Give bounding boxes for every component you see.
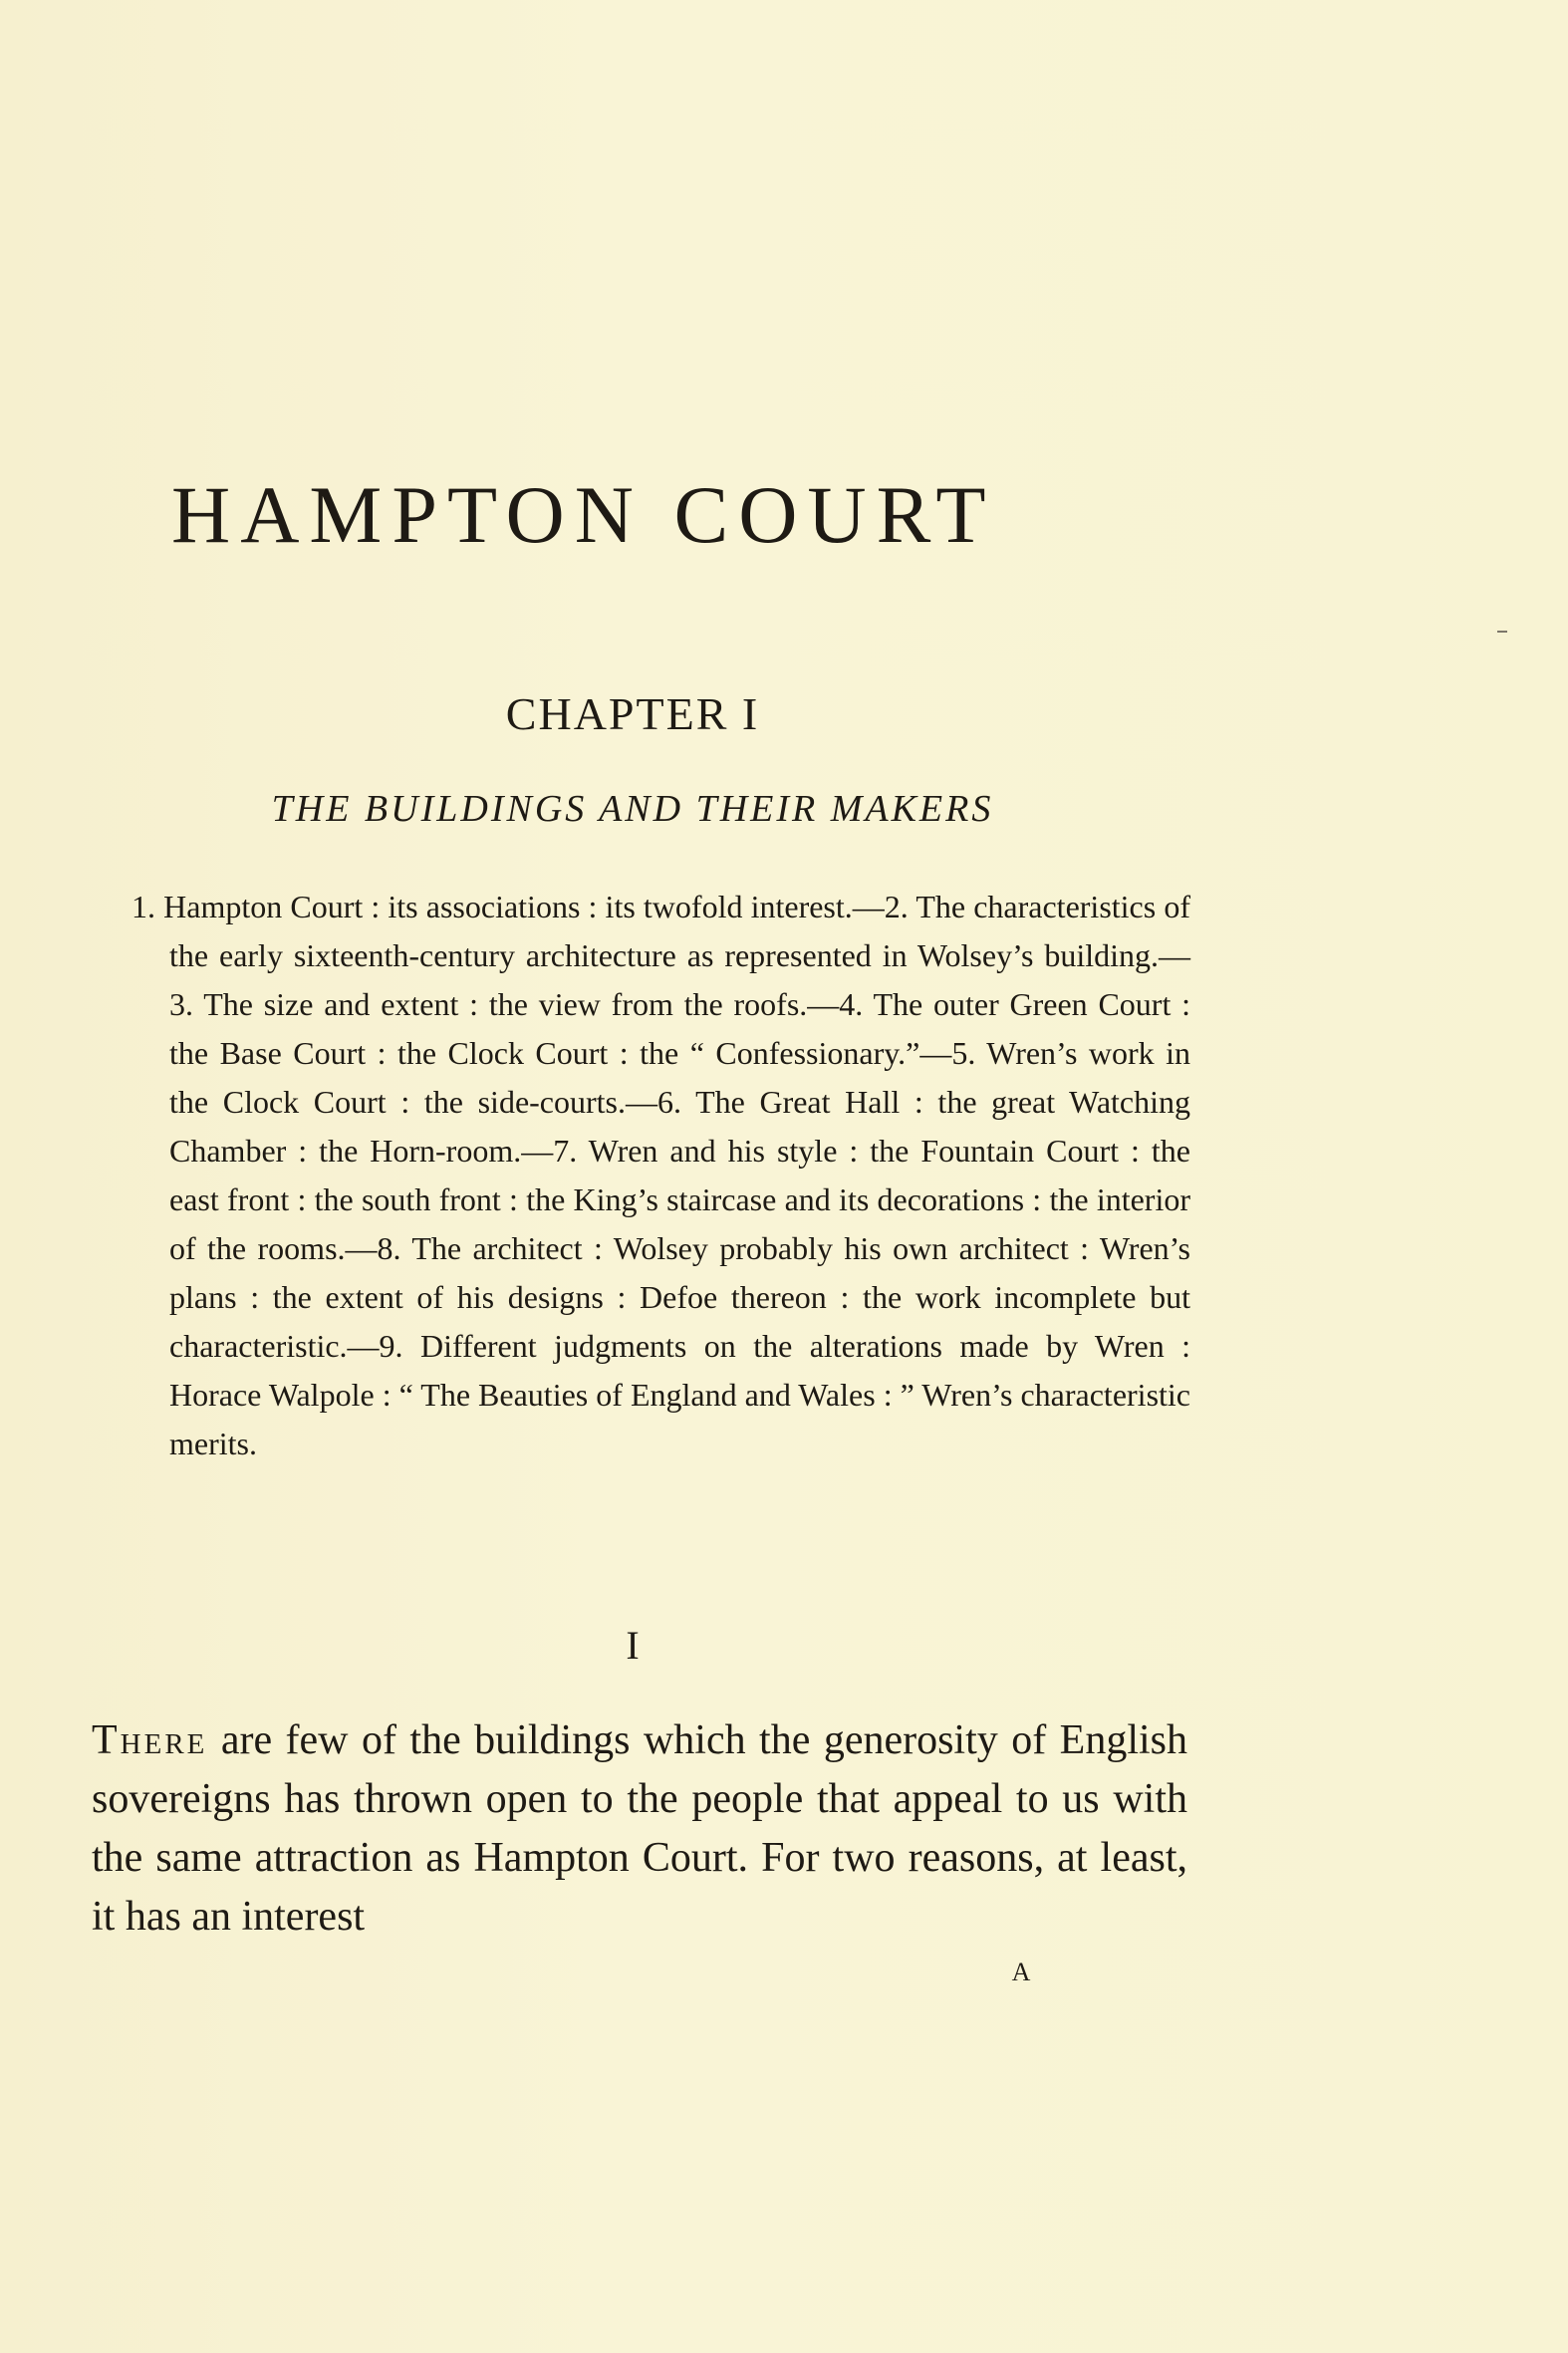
page-edge-mark: [1497, 631, 1507, 633]
book-title: HAMPTON COURT: [171, 469, 996, 560]
body-paragraph: [92, 1711, 1187, 1947]
chapter-heading: CHAPTER I: [505, 688, 760, 739]
chapter-subtitle: THE BUILDINGS AND THEIR MAKERS: [271, 788, 994, 830]
section-numeral: I: [626, 1623, 640, 1668]
lead-word: There: [92, 1717, 208, 1763]
body-text: are few of the buildings which the generosity of English sovereigns has thrown open to the people that appeal to us with the same attraction as Hampton Court. For two reasons, at least, it has an interest: [92, 1717, 1187, 1940]
signature-mark: A: [1011, 1958, 1031, 1986]
chapter-synopsis: 1. Hampton Court : its associations : its twofold interest.—2. The characteristics of the early sixteenth-century architecture as represented in Wolsey’s building.—3. The size and extent : the view from the roofs.—4. The outer Green Court : the Base Court : the Clock Court : the “ Confessionary.”—5. Wren’s work in the Clock Court : the side-courts.—6. The Great Hall : the great Watching Chamber : the Horn-room.—7. Wren and his style : the Fountain Court : the east front : the south front : the King’s staircase and its decorations : the interior of the rooms.—8. The architect : Wolsey probably his own architect : Wren’s plans : the extent of his designs : Defoe thereon : the work incomplete but characteristic.—9. Different judgments on the alterations made by Wren : Horace Walpole : “ The Beauties of England and Wales : ” Wren’s characteristic merits.: [131, 889, 1190, 1461]
